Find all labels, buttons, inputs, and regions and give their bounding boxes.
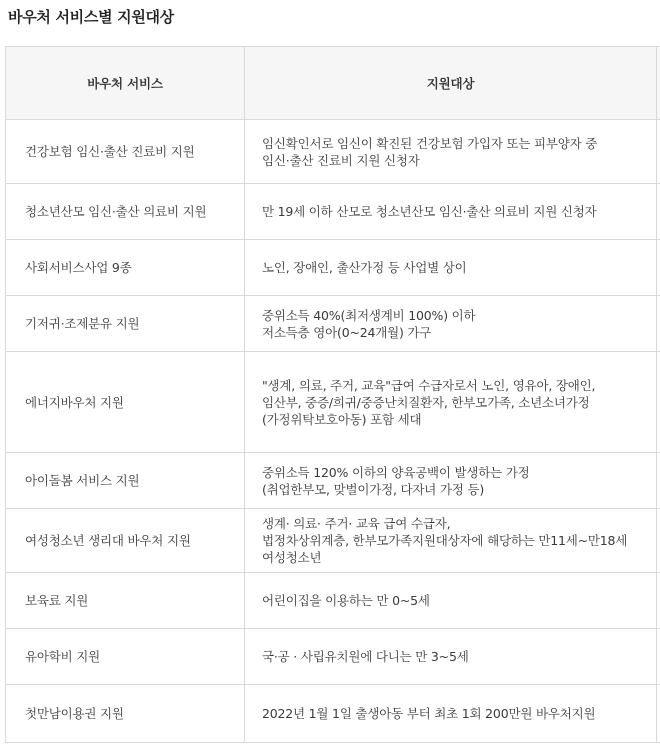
target-cell xyxy=(245,453,657,509)
target-line: "생계, 의료, 주거, 교육"급여 수급자로서 노인, 영유아, 장애인, xyxy=(262,377,596,393)
page-title: 바우처 서비스별 지원대상 xyxy=(8,8,174,26)
service-cell: 건강보험 임신·출산 진료비 지원 xyxy=(6,120,245,184)
target-cell xyxy=(245,184,657,240)
target-line: 생계· 의료· 주거· 교육 급여 수급자, xyxy=(262,516,451,531)
target-line: 임신확인서로 임신이 확진된 건강보험 가입자 또는 피부양자 중 xyxy=(262,135,598,151)
extra-cell xyxy=(657,120,660,184)
service-cell: 유아학비 지원 xyxy=(6,629,245,685)
target-line: 만 19세 이하 산모로 청소년산모 임신·출산 의료비 지원 신청자 xyxy=(262,204,597,219)
target-line: 국·공 · 사립유치원에 다니는 만 3~5세 xyxy=(262,649,469,664)
target-cell xyxy=(245,629,657,685)
extra-cell xyxy=(657,509,660,573)
target-line: 저소득층 영아(0~24개월) 가구 xyxy=(262,324,432,340)
target-cell xyxy=(245,352,657,453)
extra-cell xyxy=(657,240,660,296)
header-voucher-service: 바우처 서비스 xyxy=(6,47,245,120)
target-cell xyxy=(245,573,657,629)
table-row xyxy=(6,352,660,453)
target-line: 임산부, 중증/희귀/중증난치질환자, 한부모가족, 소년소녀가정 xyxy=(262,394,590,410)
target-line: 중위소득 40%(최저생계비 100%) 이하 xyxy=(262,307,476,323)
target-line: 법정차상위계층, 한부모가족지원대상자에 해당하는 만11세~만18세 여성청소년 xyxy=(262,533,628,565)
service-cell: 청소년산모 임신·출산 의료비 지원 xyxy=(6,184,245,240)
extra-cell xyxy=(657,685,660,743)
target-cell xyxy=(245,685,657,743)
service-cell: 여성청소년 생리대 바우처 지원 xyxy=(6,509,245,573)
target-line: 노인, 장애인, 출산가정 등 사업별 상이 xyxy=(262,260,467,275)
header-extra-column xyxy=(657,47,660,120)
target-cell xyxy=(245,296,657,352)
target-line: 어린이집을 이용하는 만 0~5세 xyxy=(262,593,430,608)
target-cell xyxy=(245,120,657,184)
target-cell xyxy=(245,509,657,573)
target-line: 중위소득 120% 이하의 양육공백이 발생하는 가정 xyxy=(262,464,530,480)
service-cell: 에너지바우처 지원 xyxy=(6,352,245,453)
extra-cell xyxy=(657,184,660,240)
table-header-row xyxy=(6,47,660,120)
target-cell xyxy=(245,240,657,296)
table-row xyxy=(6,240,660,296)
voucher-table xyxy=(5,46,660,743)
service-cell: 기저귀·조제분유 지원 xyxy=(6,296,245,352)
service-cell: 첫만남이용권 지원 xyxy=(6,685,245,743)
table-row xyxy=(6,629,660,685)
extra-cell xyxy=(657,296,660,352)
service-cell: 보육료 지원 xyxy=(6,573,245,629)
extra-cell xyxy=(657,453,660,509)
header-support-target: 지원대상 xyxy=(245,47,657,120)
extra-cell xyxy=(657,352,660,453)
target-line: 2022년 1월 1일 출생아동 부터 최초 1회 200만원 바우처지원 xyxy=(262,706,596,721)
extra-cell xyxy=(657,573,660,629)
voucher-table-container xyxy=(5,46,660,743)
service-cell: 아이돌봄 서비스 지원 xyxy=(6,453,245,509)
table-row xyxy=(6,509,660,573)
target-line: 임신·출산 진료비 지원 신청자 xyxy=(262,152,420,168)
extra-cell xyxy=(657,629,660,685)
table-row xyxy=(6,184,660,240)
table-row xyxy=(6,120,660,184)
service-cell: 사회서비스사업 9종 xyxy=(6,240,245,296)
table-row xyxy=(6,573,660,629)
table-row xyxy=(6,685,660,743)
table-row xyxy=(6,453,660,509)
table-row xyxy=(6,296,660,352)
target-line: (취업한부모, 맞벌이가정, 다자녀 가정 등) xyxy=(262,481,484,497)
target-line: (가정위탁보호아동) 포함 세대 xyxy=(262,411,422,427)
